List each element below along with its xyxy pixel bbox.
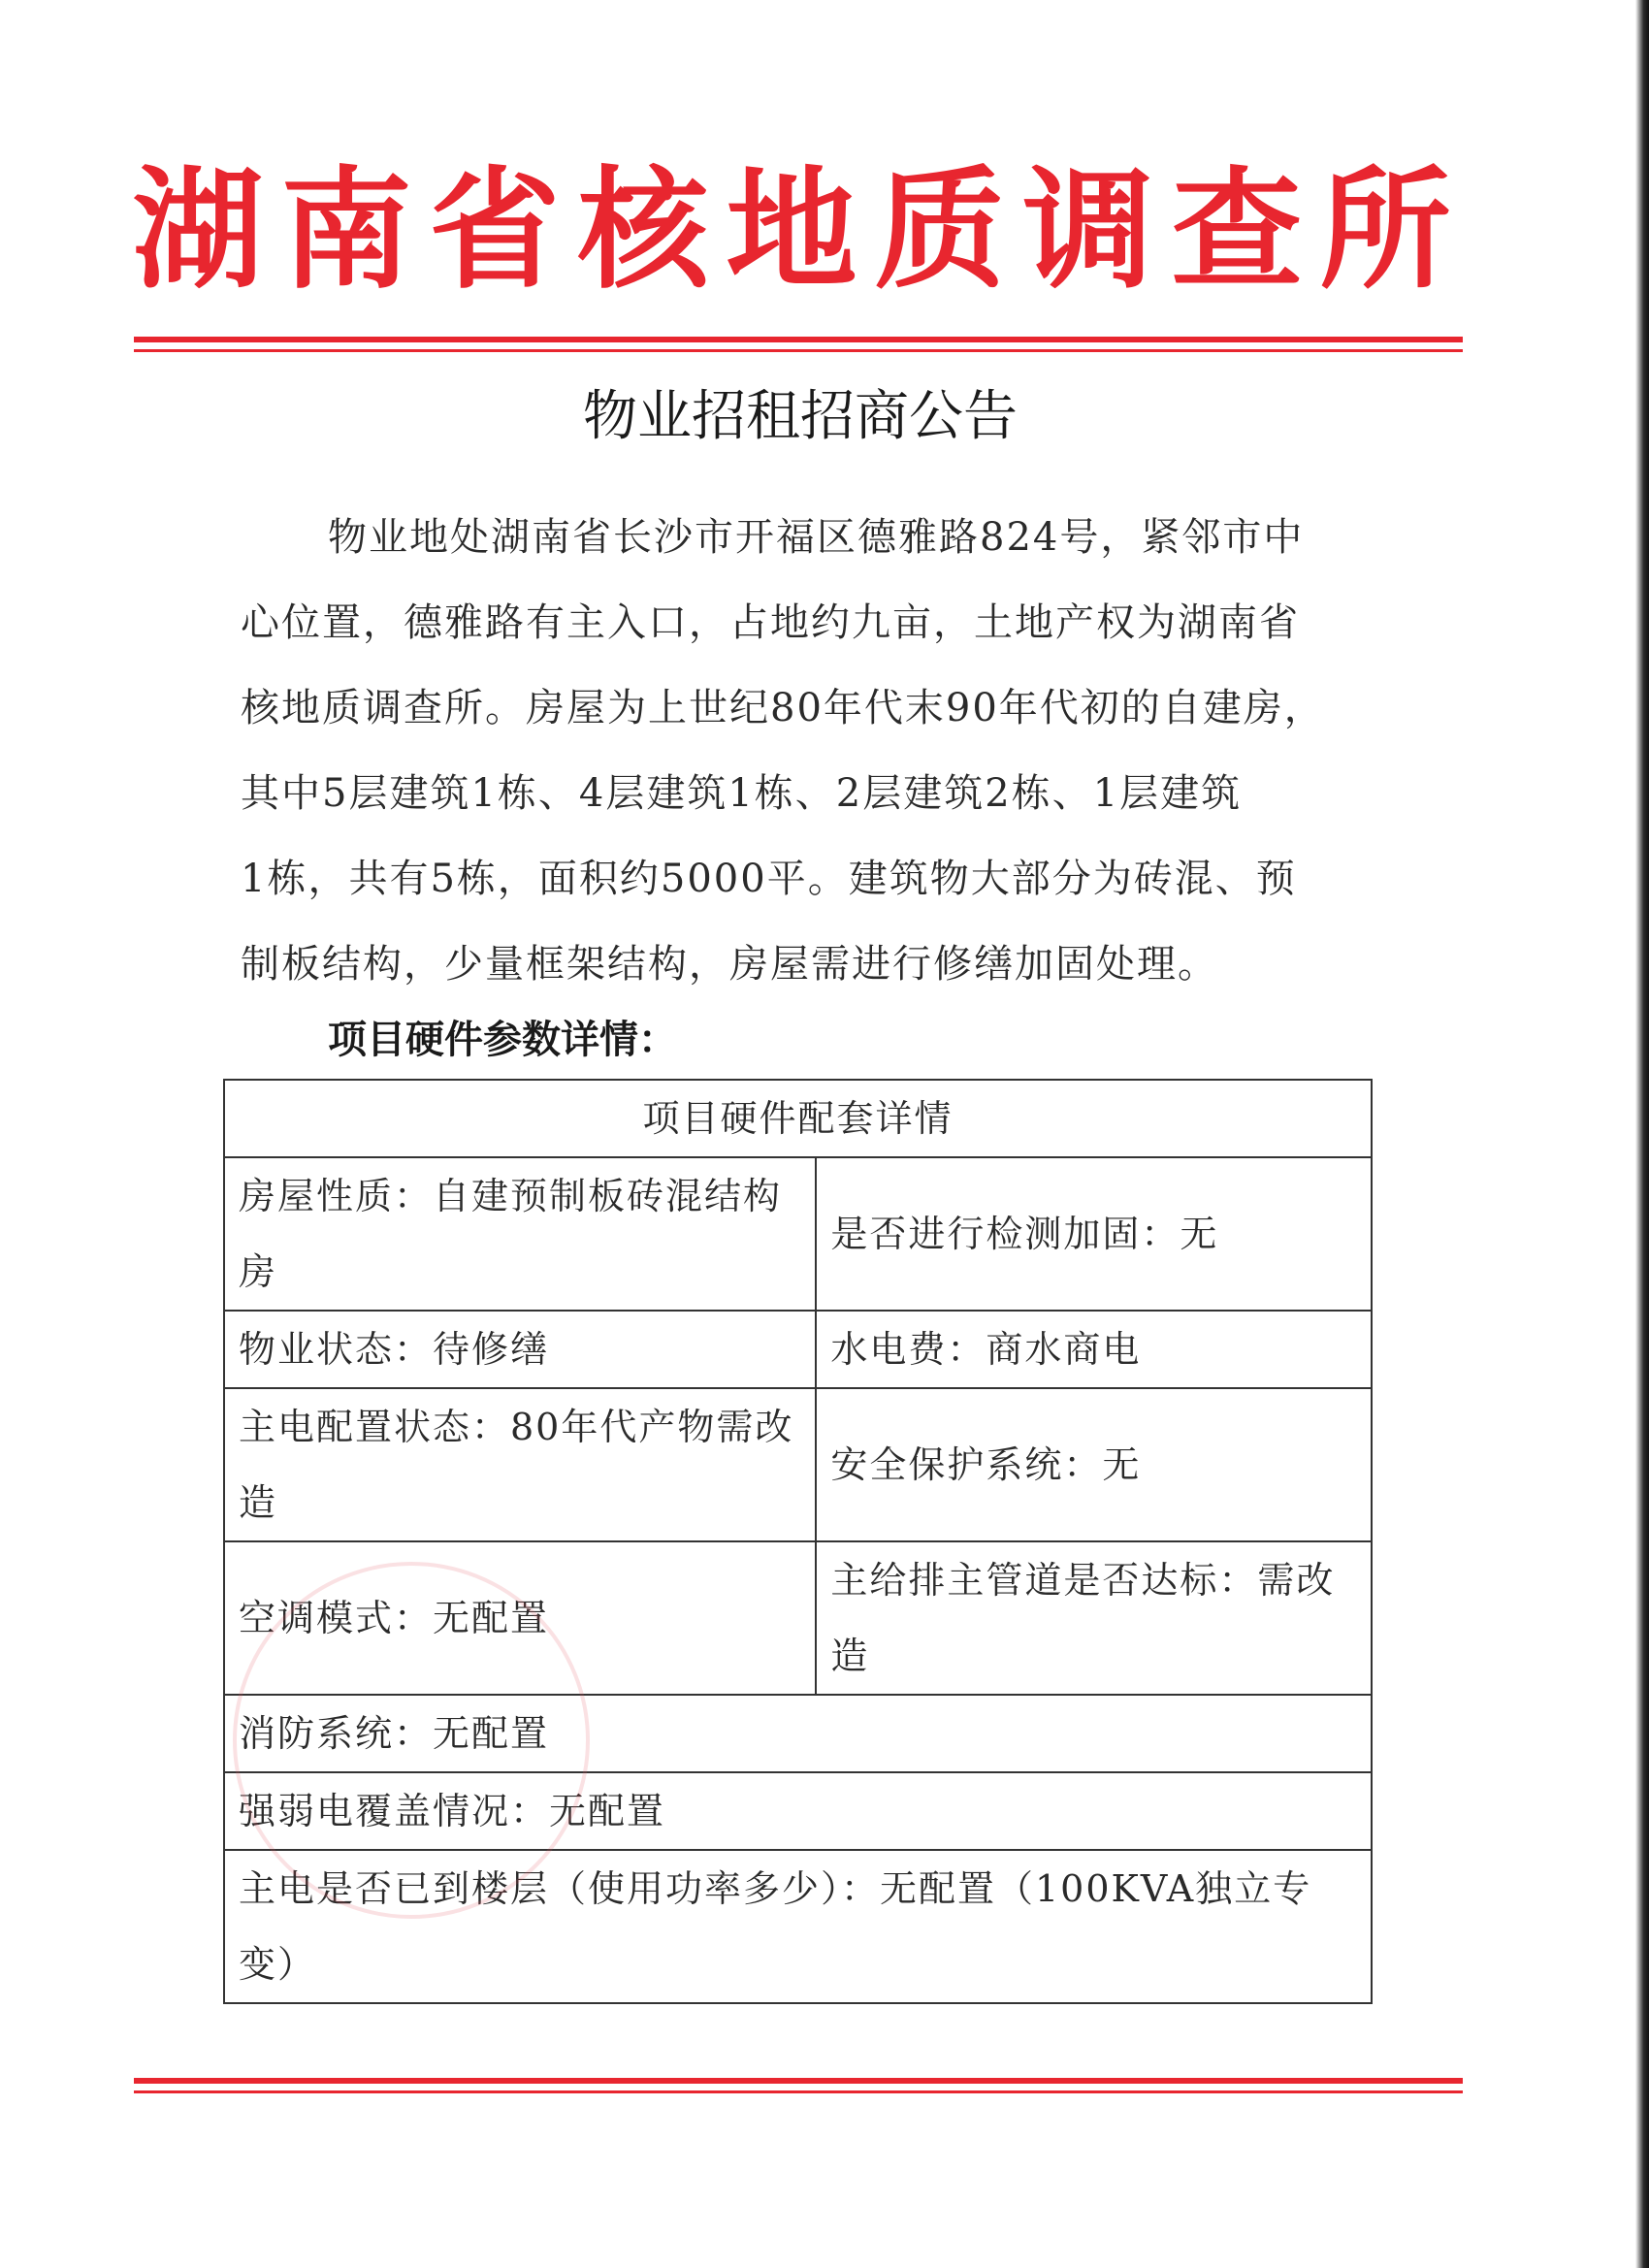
table-row	[224, 1772, 1372, 1850]
table-header-cell: 项目硬件配套详情	[224, 1080, 1372, 1157]
document-title: 物业招租招商公告	[583, 385, 1018, 448]
footer-rule-thick	[134, 2078, 1463, 2084]
body-line: 心位置，德雅路有主入口，占地约九亩，土地产权为湖南省	[241, 600, 1300, 645]
body-line: 核地质调查所。房屋为上世纪80年代末90年代初的自建房，	[241, 686, 1325, 730]
footer-rule-thin	[134, 2090, 1463, 2093]
table-cell: 空调模式：无配置	[224, 1541, 816, 1695]
table-cell: 主电配置状态：80年代产物需改造	[224, 1388, 816, 1541]
table-cell: 主给排主管道是否达标：需改造	[816, 1541, 1372, 1695]
body-line: 物业地处湖南省长沙市开福区德雅路824号，紧邻市中	[328, 515, 1305, 560]
spec-table	[223, 1079, 1373, 2004]
table-cell: 强弱电覆盖情况：无配置	[224, 1772, 1372, 1850]
table-row	[224, 1311, 1372, 1388]
section-heading: 项目硬件参数详情：	[328, 1018, 677, 1062]
table-cell: 是否进行检测加固：无	[816, 1157, 1372, 1311]
table-row	[224, 1157, 1372, 1311]
table-cell: 房屋性质：自建预制板砖混结构房	[224, 1157, 816, 1311]
table-header-row	[224, 1080, 1372, 1157]
table-cell: 安全保护系统：无	[816, 1388, 1372, 1541]
scan-edge-shadow	[1635, 0, 1649, 2268]
table-cell: 主电是否已到楼层（使用功率多少）：无配置（100KVA独立专变）	[224, 1850, 1372, 2003]
table-cell: 水电费：商水商电	[816, 1311, 1372, 1388]
table-cell: 物业状态：待修缮	[224, 1311, 816, 1388]
body-paragraph	[241, 495, 1366, 1007]
table-row	[224, 1541, 1372, 1695]
table-row	[224, 1388, 1372, 1541]
table-cell: 消防系统：无配置	[224, 1695, 1372, 1772]
table-row	[224, 1695, 1372, 1772]
body-line: 制板结构，少量框架结构，房屋需进行修缮加固处理。	[241, 942, 1218, 987]
header-rule-thin	[134, 349, 1463, 352]
header-rule-thick	[134, 337, 1463, 342]
body-line: 其中5层建筑1栋、4层建筑1栋、2层建筑2栋、1层建筑	[241, 771, 1243, 816]
organization-title: 湖南省核地质调查所	[132, 154, 1469, 307]
table-row	[224, 1850, 1372, 2003]
body-line: 1栋，共有5栋，面积约5000平。建筑物大部分为砖混、预	[241, 857, 1297, 901]
